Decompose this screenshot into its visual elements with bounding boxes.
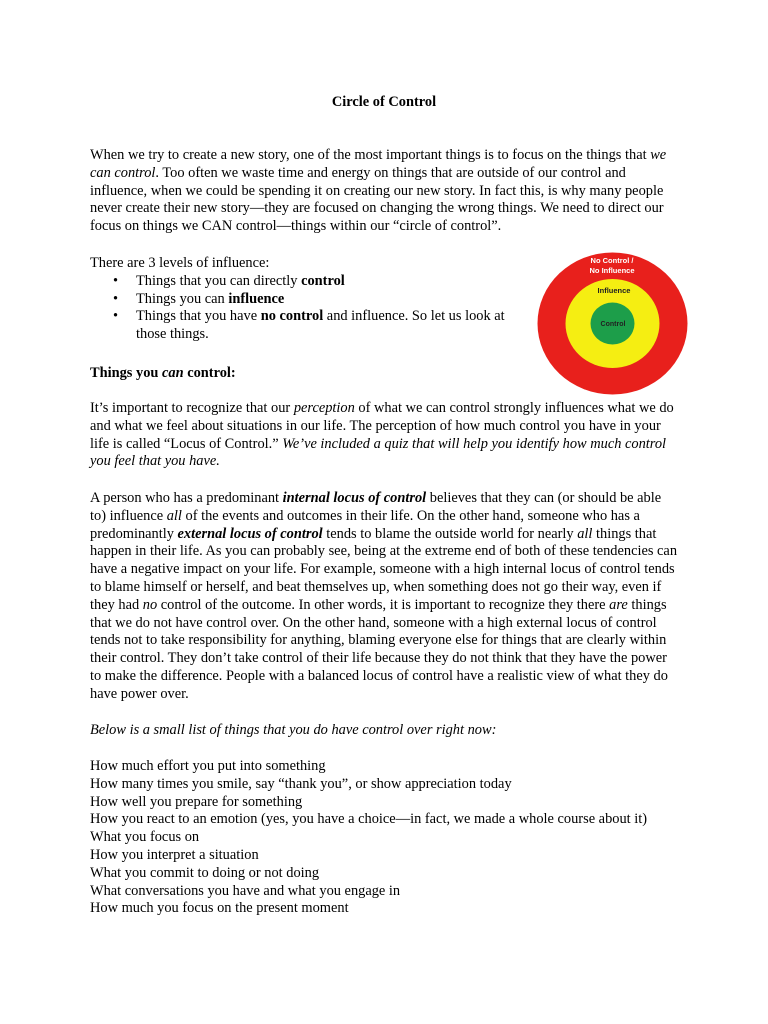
locus-text: tends to blame the outside world for nearly [322,525,578,542]
intro-emphasis: we can control [90,147,667,181]
perception-paragraph [90,400,680,471]
internal-locus-term: internal locus of control [282,490,427,506]
levels-intro: There are 3 levels of influence: [90,255,270,271]
inner-label: Control [600,321,626,328]
list-item: What conversations you have and what you engage in [90,882,401,899]
perception-emphasis: perception [293,400,355,416]
level-item-bold: influence [228,290,285,307]
heading-text: Things you [90,365,162,381]
list-item: What you focus on [90,829,200,846]
levels-section [90,255,530,344]
locus-text: things that happen in their life. As you can probably see, being at the extreme end of both of these tendencies can have a negative impact on your life. For example, someone with a high internal locus of control tends to blame himself or herself, and beat themselves up, when something does not go their way, even if they had [90,525,678,613]
perception-text: It’s important to recognize that our [90,400,294,416]
level-item-text: Things that you have [136,308,261,325]
section-heading [90,365,680,383]
heading-text: control: [183,365,236,381]
list-item: How well you prepare for something [90,793,303,810]
intro-text-2: . Too often we waste time and energy on things that are outside of our control and influence, when we could be spending it on creating our new story. In fact this, is why many people never create their new story—they are focused on changing the wrong things. We need to direct our focus on things we CAN control—things within our “circle of control”. [90,164,664,235]
level-item-no-control [90,308,530,344]
level-item-text: and influence. So let us look at those things. [136,308,505,343]
outer-label-line-1: No Control / [590,256,634,265]
level-item-influence [90,291,530,309]
list-item: How much effort you put into something [90,758,326,774]
list-item: How you interpret a situation [90,846,259,863]
level-item-bold: control [301,272,345,289]
document-title: Circle of Control [331,94,437,110]
level-item-control [90,273,530,291]
quiz-note: We’ve included a quiz that will help you identify how much control you feel that you have. [90,435,667,470]
list-item: What you commit to doing or not doing [90,864,320,881]
locus-text: believes that they can (or should be able to) influence [90,490,662,524]
outer-label-line-2: No Influence [589,266,635,275]
list-item: How much you focus on the present moment [90,900,349,917]
control-list [90,758,680,918]
locus-text: things that we do not have control over. On the other hand, someone with a high external locus of control tends not to take responsibility for anything, blaming everyone else for things that are clearly within their control. They don’t take control of their life because they do not think that they have the power to make the difference. People with a balanced locus of control have a realistic view of what they do have power over. [90,596,668,702]
level-item-bold: no control [260,308,324,325]
control-list-intro: Below is a small list of things that you do have control over right now: [90,722,497,738]
levels-list [90,273,530,344]
locus-text: of the events and outcomes in their life. On the other hand, someone who has a predominantly [90,507,640,542]
intro-text-1: When we try to create a new story, one of the most important things is to focus on the things that [90,147,651,163]
locus-emphasis: are [609,596,628,613]
level-item-text: Things you can [136,290,229,307]
heading-emphasis: can [162,365,184,381]
locus-paragraph [90,490,680,704]
level-item-text: Things that you can directly [136,272,302,289]
locus-text: control of the outcome. In other words, it is important to recognize they there [157,596,610,613]
intro-paragraph [90,147,680,236]
list-item: How many times you smile, say “thank you”, or show appreciation today [90,775,512,792]
middle-label: Influence [597,286,631,295]
perception-text: of what we can control strongly influences what we do and what we feel about situations in our life. The perception of how much control you have in your life is called “Locus of Control.” [90,400,674,452]
locus-text: A person who has a predominant [90,490,283,506]
locus-emphasis: all [577,525,593,542]
list-item: How you react to an emotion (yes, you have a choice—in fact, we made a whole course about it) [90,811,648,828]
locus-emphasis: no [142,596,158,613]
external-locus-term: external locus of control [177,525,323,542]
locus-emphasis: all [166,507,182,524]
